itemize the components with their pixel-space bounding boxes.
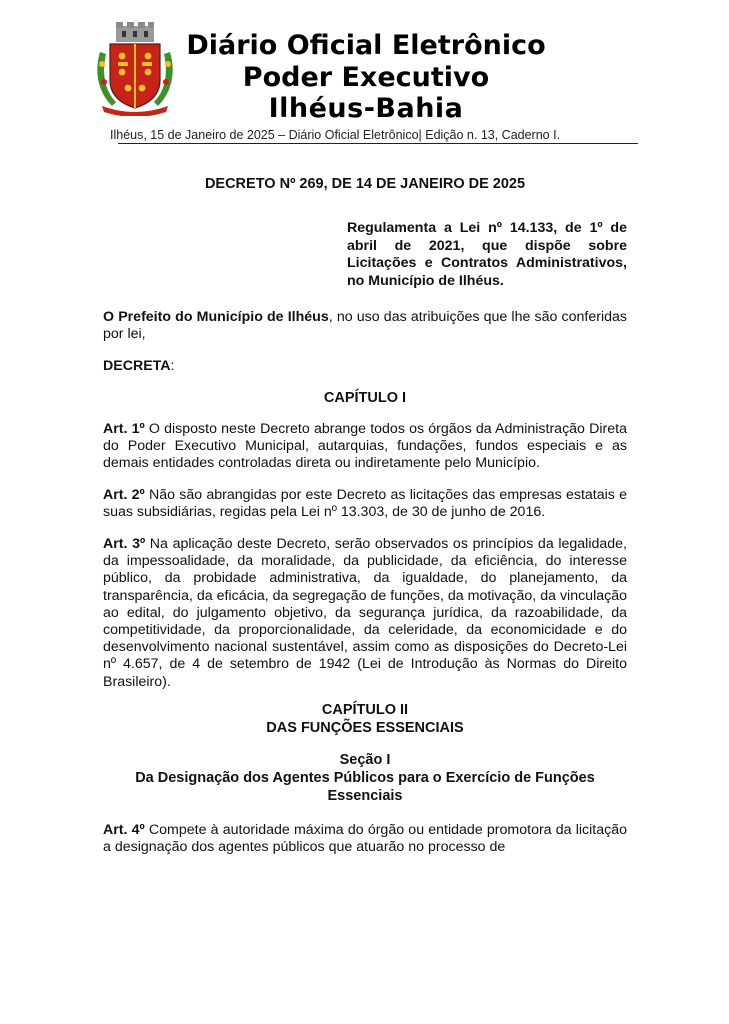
article-4-text: Compete à autoridade máxima do órgão ou entidade promotora da licitação a designação dos agentes públicos que atuarão no processo de [103,822,627,856]
decree-title: DECRETO Nº 269, DE 14 DE JANEIRO DE 2025 [204,176,526,192]
article-2-label: Art. 2º [103,487,145,503]
gazette-masthead [176,30,556,125]
section-1-title: Seção I [339,752,391,768]
decreta-label: DECRETA [103,358,171,374]
article-1-label: Art. 1º [103,421,145,437]
edition-line: Ilhéus, 15 de Janeiro de 2025 – Diário Oficial Eletrônico| Edição n. 13, Caderno I. [110,128,561,142]
article-2-text: Não são abrangidas por este Decreto as licitações das empresas estatais e suas subsidiárias, regidas pela Lei nº 13.303, de 30 de junho de 2016. [103,487,627,521]
article-3-label: Art. 3º [103,536,146,552]
masthead-title-line2: Poder Executivo [242,61,490,93]
chapter-2-title: CAPÍTULO II [321,702,409,718]
article-4-label: Art. 4º [103,822,145,838]
preamble-text: , no uso das atribuições que lhe são conferidas por lei, [103,309,627,343]
decree-preamble [103,309,627,343]
article-1-text: O disposto neste Decreto abrange todos os órgãos da Administração Direta do Poder Executivo Municipal, autarquias, fundações, fundos especiais e as demais entidades controladas direta ou indiretamente pelo Município. [103,421,627,472]
header-divider [118,143,638,144]
masthead-title-line3: Ilhéus-Bahia [268,93,464,124]
municipal-crest-icon [92,22,178,116]
chapter-2-subtitle: DAS FUNÇÕES ESSENCIAIS [266,720,464,736]
decreta-line [103,358,627,375]
chapter-1-title: CAPÍTULO I [323,390,407,406]
section-1-subtitle: Da Designação dos Agentes Públicos para o Exercício de Funções Essenciais [135,770,595,804]
article-1 [103,421,627,473]
decree-ementa: Regulamenta a Lei nº 14.133, de 1º de abril de 2021, que dispõe sobre Licitações e Contratos Administrativos, no Município de Ilhéus. [347,220,627,289]
article-2 [103,487,627,521]
preamble-authority: O Prefeito do Município de Ilhéus [103,309,329,325]
article-3-text: Na aplicação deste Decreto, serão observados os princípios da legalidade, da impessoalidade, da moralidade, da publicidade, da eficiência, do interesse público, da probidade administrativa, da igualdade, do planejamento, da transparência, da eficácia, da segregação de funções, da motivação, da vinculação ao edital, do julgamento objetivo, da segurança jurídica, da razoabilidade, da competitividade, da proporcionalidade, da celeridade, da economicidade e do desenvolvimento nacional sustentável, assim como as disposições do Decreto-Lei nº 4.657, de 4 de setembro de 1942 (Lei de Introdução às Normas do Direito Brasileiro). [103,536,627,690]
decreta-colon: : [170,358,175,374]
article-4 [103,822,627,856]
article-3 [103,536,627,691]
masthead-title-line1: Diário Oficial Eletrônico [186,30,546,61]
